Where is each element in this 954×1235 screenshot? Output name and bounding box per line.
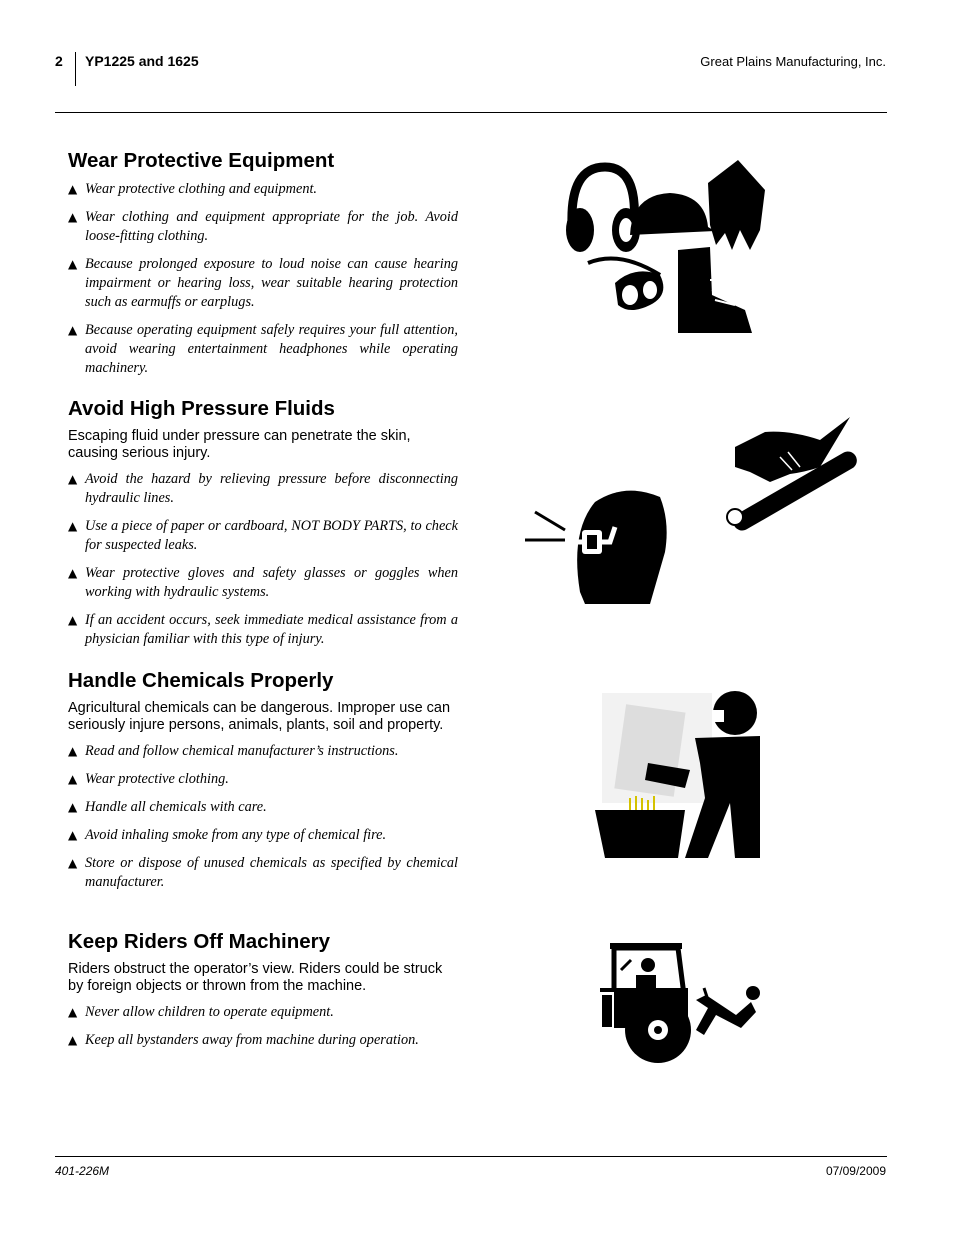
list-item: ▲ Avoid inhaling smoke from any type of chemical fire. [68,827,387,843]
section-protective-equipment [68,148,458,387]
section-heading: Keep Riders Off Machinery [68,930,331,953]
header-divider [75,52,76,86]
document-title: YP1225 and 1625 [85,53,199,69]
bullet-list [68,180,458,378]
warning-bullet-icon: ▲ [68,257,78,271]
protective-equipment-icon [560,155,775,340]
section-heading: Handle Chemicals Properly [68,669,334,692]
section-keep-riders-off [68,929,458,1059]
list-item: ▲ Avoid the hazard by relieving pressure before disconnecting hydraulic lines. [68,471,458,506]
list-item: ▲ Read and follow chemical manufacturer’s instructions. [68,743,399,759]
warning-bullet-icon: ▲ [68,472,78,486]
high-pressure-fluid-icon [520,412,860,612]
list-item: ▲ Because prolonged exposure to loud noise can cause hearing impairment or hearing loss, wear suitable hearing protection such as earmuffs or earplugs. [68,256,458,310]
warning-bullet-icon: ▲ [68,856,78,870]
bullet-list [68,1003,458,1050]
warning-bullet-icon: ▲ [68,828,78,842]
warning-bullet-icon: ▲ [68,182,78,196]
warning-bullet-icon: ▲ [68,1033,78,1047]
list-item: ▲ Because operating equipment safely requires your full attention, avoid wearing entertainment headphones while operating machinery. [68,322,458,376]
list-item: ▲ Keep all bystanders away from machine during operation. [68,1032,419,1048]
warning-bullet-icon: ▲ [68,210,78,224]
warning-bullet-icon: ▲ [68,566,78,580]
warning-bullet-icon: ▲ [68,1005,78,1019]
page-number: 2 [55,53,63,69]
section-heading: Wear Protective Equipment [68,149,335,172]
list-item: ▲ Wear clothing and equipment appropriate for the job. Avoid loose-fitting clothing. [68,209,458,244]
section-heading: Avoid High Pressure Fluids [68,397,335,420]
header-rule [55,112,887,113]
list-item: ▲ Wear protective gloves and safety glasses or goggles when working with hydraulic systems. [68,565,458,600]
footer-rule [55,1156,887,1157]
section-intro: Agricultural chemicals can be dangerous. Improper use can seriously injure persons, animals, plants, soil and property. [68,700,451,733]
list-item: ▲ Store or dispose of unused chemicals as specified by chemical manufacturer. [68,855,458,890]
section-high-pressure-fluids [68,396,458,658]
warning-bullet-icon: ▲ [68,744,78,758]
warning-bullet-icon: ▲ [68,323,78,337]
section-intro: Escaping fluid under pressure can penetrate the skin, causing serious injury. [68,428,411,461]
document-date: 07/09/2009 [825,1164,886,1178]
list-item: ▲ Handle all chemicals with care. [68,799,267,815]
company-name: Great Plains Manufacturing, Inc. [700,54,886,69]
section-handle-chemicals [68,668,458,901]
list-item: ▲ If an accident occurs, seek immediate medical assistance from a physician familiar with this type of injury. [68,612,458,647]
list-item: ▲ Use a piece of paper or cardboard, NOT BODY PARTS, to check for suspected leaks. [68,518,458,553]
list-item: ▲ Wear protective clothing. [68,771,229,787]
chemical-handling-icon [590,688,775,863]
section-intro: Riders obstruct the operator’s view. Riders could be struck by foreign objects or thrown from the machine. [68,961,443,994]
document-number: 401-226M [55,1164,110,1178]
bullet-list [68,470,458,649]
warning-bullet-icon: ▲ [68,519,78,533]
bullet-list [68,742,458,892]
warning-bullet-icon: ▲ [68,772,78,786]
list-item: ▲ Never allow children to operate equipment. [68,1004,334,1020]
list-item: ▲ Wear protective clothing and equipment. [68,181,318,197]
warning-bullet-icon: ▲ [68,613,78,627]
rider-hazard-icon [596,940,766,1068]
warning-bullet-icon: ▲ [68,800,78,814]
